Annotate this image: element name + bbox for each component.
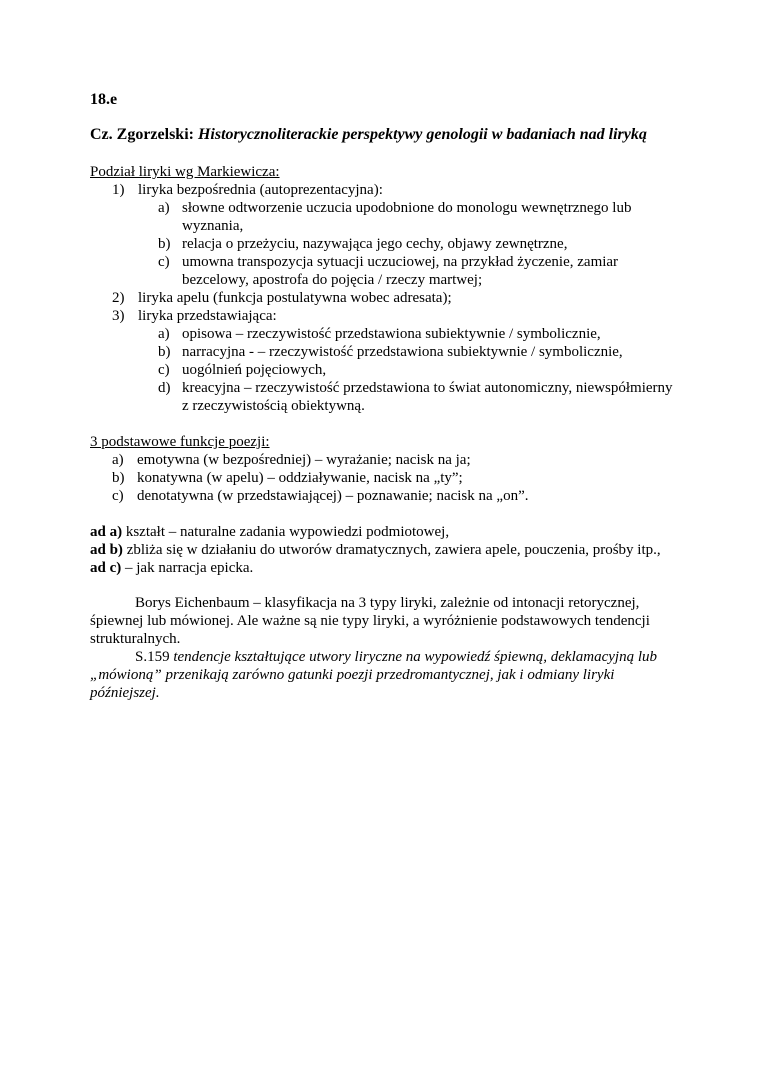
ad-label: ad c) (90, 560, 122, 576)
eichenbaum-section (90, 594, 680, 702)
list-item (90, 451, 680, 469)
sub-list-item (90, 235, 680, 253)
functions-list (90, 451, 680, 505)
list-item-text: liryka bezpośrednia (autoprezentacyjna): (138, 182, 383, 198)
title-author: Cz. Zgorzelski: (90, 126, 194, 143)
title-work: Historycznoliterackie perspektywy genologii w badaniach nad liryką (197, 126, 647, 143)
list-item-text: konatywna (w apelu) – oddziaływanie, nacisk na „ty”; (137, 470, 463, 486)
ad-notes (90, 523, 680, 577)
list-item (90, 307, 680, 325)
list-item-text: umowna transpozycja sytuacji uczuciowej, na przykład życzenie, zamiar bezcelowy, apostrofa do pojęcia / rzeczy martwej; (182, 254, 619, 288)
document-title (90, 125, 680, 145)
list-item-text: słowne odtworzenie uczucia upodobnione do monologu wewnętrznego lub wyznania, (182, 200, 632, 234)
list-item-text: narracyjna - – rzeczywistość przedstawiona subiektywnie / symbolicznie, (182, 344, 623, 360)
list-marker: c) (112, 488, 124, 504)
ad-note (90, 541, 680, 559)
list-marker: b) (158, 344, 171, 360)
ad-label: ad a) (90, 524, 123, 540)
ad-note (90, 523, 680, 541)
ad-label: ad b) (90, 542, 123, 558)
quote-paragraph (90, 648, 680, 702)
list-item-text: liryka przedstawiająca: (138, 308, 277, 324)
list-marker: c) (158, 254, 170, 270)
list-marker: a) (158, 200, 170, 216)
quote-text: tendencje kształtujące utwory liryczne na wypowiedź śpiewną, deklamacyjną lub „mówioną” przenikają zarówno gatunki poezji przedromantycznej, jak i odmiany liryki późniejszej. (90, 649, 657, 701)
document-page (90, 90, 680, 702)
list-item-text: kreacyjna – rzeczywistość przedstawiona to świat autonomiczny, niewspółmierny z rzeczywistością obiektywną. (182, 380, 673, 414)
list-marker: 1) (112, 182, 125, 198)
list-marker: 2) (112, 290, 125, 306)
list-marker: 3) (112, 308, 125, 324)
sub-list-item (90, 379, 680, 415)
sub-list-item (90, 199, 680, 235)
section-number: 18.e (90, 91, 118, 108)
list-item-text: uogólnień pojęciowych, (182, 362, 327, 378)
division-list (90, 181, 680, 415)
ad-note (90, 559, 680, 577)
sub-list-item (90, 325, 680, 343)
list-marker: c) (158, 362, 170, 378)
ad-text: kształt – naturalne zadania wypowiedzi podmiotowej, (122, 524, 450, 540)
list-marker: d) (158, 380, 171, 396)
functions-header: 3 podstawowe funkcje poezji: (90, 434, 270, 450)
sub-list-item (90, 253, 680, 289)
list-item-text: liryka apelu (funkcja postulatywna wobec adresata); (138, 290, 452, 306)
eichenbaum-paragraph: Borys Eichenbaum – klasyfikacja na 3 typy liryki, zależnie od intonacji retorycznej, śpiewnej lub mówionej. Ale ważne są nie typy liryki, a wyróżnienie podstawowych tendencji strukturalnych. (90, 595, 650, 647)
list-item-text: emotywna (w bezpośredniej) – wyrażanie; nacisk na ja; (137, 452, 471, 468)
list-marker: a) (158, 326, 170, 342)
ad-text: zbliża się w działaniu do utworów dramatycznych, zawiera apele, pouczenia, prośby itp., (122, 542, 661, 558)
sub-list-item (90, 343, 680, 361)
list-marker: b) (158, 236, 171, 252)
ad-text: – jak narracja epicka. (121, 560, 254, 576)
list-item (90, 289, 680, 307)
list-marker: a) (112, 452, 124, 468)
list-item (90, 469, 680, 487)
list-item-text: denotatywna (w przedstawiającej) – poznawanie; nacisk na „on”. (137, 488, 529, 504)
list-marker: b) (112, 470, 125, 486)
list-item-text: opisowa – rzeczywistość przedstawiona subiektywnie / symbolicznie, (182, 326, 601, 342)
page-reference: S.159 (135, 649, 174, 665)
list-item (90, 181, 680, 199)
list-item-text: relacja o przeżyciu, nazywająca jego cechy, objawy zewnętrzne, (182, 236, 568, 252)
list-item (90, 487, 680, 505)
division-header: Podział liryki wg Markiewicza: (90, 164, 280, 180)
sub-list-item (90, 361, 680, 379)
